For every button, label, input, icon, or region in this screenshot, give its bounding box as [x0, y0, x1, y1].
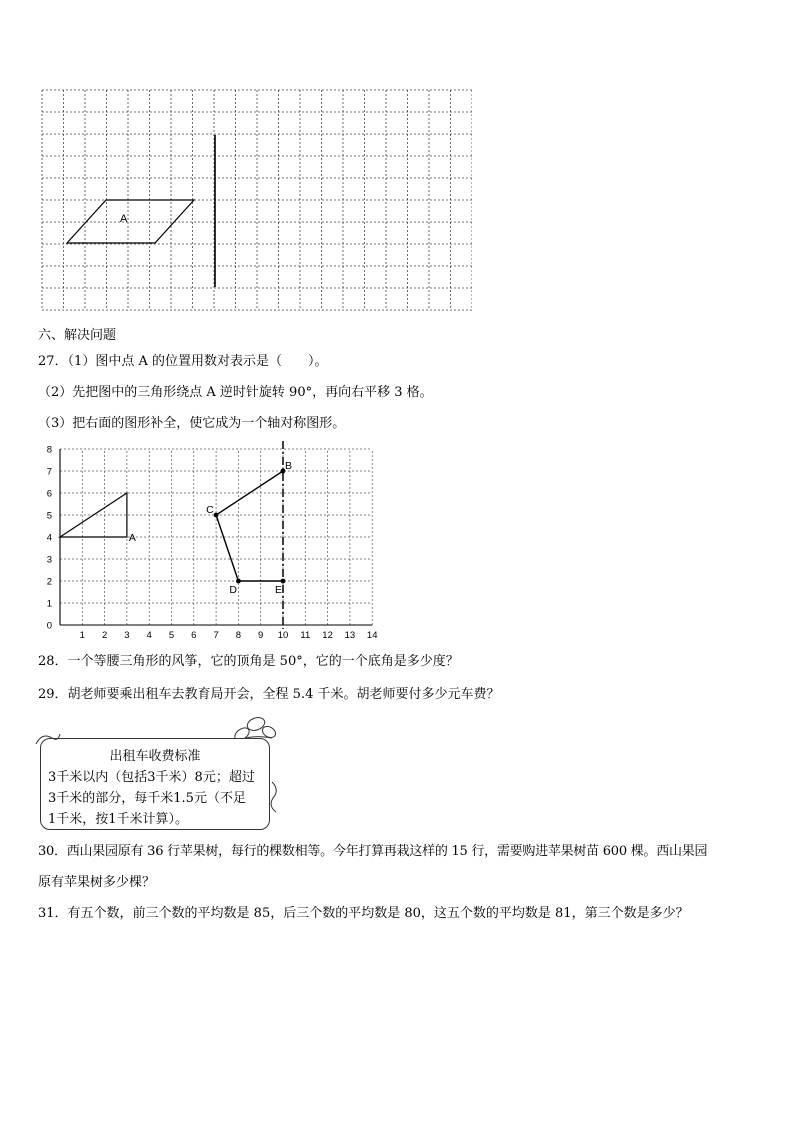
- x-tick-label: 6: [191, 630, 197, 641]
- triangle-point-label: A: [128, 532, 136, 544]
- parallelogram: [67, 200, 194, 243]
- y-tick-label: 6: [46, 488, 52, 500]
- card-ornament-icon: [32, 730, 62, 748]
- point-label: D: [229, 584, 237, 596]
- y-tick-label: 4: [46, 532, 52, 544]
- x-tick-label: 10: [277, 630, 289, 641]
- section-title: 六、解决问题: [38, 328, 117, 343]
- x-tick-label: 5: [168, 630, 175, 641]
- point-label: E: [275, 584, 283, 596]
- x-tick-label: 8: [235, 630, 242, 641]
- y-tick-label: 8: [46, 444, 52, 456]
- question-27-part-3: （3）把右面的图形补全，使它成为一个轴对称图形。: [38, 416, 346, 431]
- y-tick-label: 5: [46, 510, 52, 522]
- top-grid-diagram: [40, 88, 472, 312]
- point-label: B: [285, 460, 293, 472]
- point-marker: [214, 513, 219, 518]
- question-27-part-1: 27．（1）图中点 A 的位置用数对表示是（ ）。: [38, 354, 328, 369]
- question-28: 28．一个等腰三角形的风筝，它的顶角是 50°，它的一个底角是多少度？: [38, 654, 459, 669]
- fare-card-title: 出租车收费标准: [109, 749, 201, 764]
- question-30-line-1: 30．西山果园原有 36 行苹果树，每行的棵数相等。今年打算再栽这样的 15 行，需要购进苹果树苗 600 棵。西山果园: [38, 844, 708, 859]
- fare-card-line-1: 3千米以内（包括3千米）8元；超过: [48, 770, 255, 785]
- x-tick-label: 9: [258, 630, 264, 641]
- x-tick-label: 11: [300, 630, 311, 641]
- point-marker: [281, 579, 286, 584]
- point-a-label: A: [120, 213, 128, 225]
- x-tick-label: 1: [79, 630, 85, 641]
- fare-card-line-3: 1千米，按1千米计算）。: [48, 812, 189, 827]
- x-tick-label: 14: [366, 630, 378, 641]
- coordinate-grid: [36, 440, 396, 645]
- point-marker: [236, 579, 241, 584]
- fare-card-line-2: 3千米的部分，每千米1.5元（不足: [48, 791, 246, 806]
- x-tick-label: 2: [101, 630, 108, 641]
- taxi-fare-card: [40, 738, 270, 830]
- y-tick-label: 7: [46, 466, 52, 478]
- x-tick-label: 7: [213, 630, 219, 641]
- question-29: 29．胡老师要乘出租车去教育局开会，全程 5.4 千米。胡老师要付多少元车费？: [38, 687, 500, 702]
- point-label: C: [206, 504, 214, 516]
- question-27-part-2: （2）先把图中的三角形绕点 A 逆时针旋转 90°，再向右平移 3 格。: [38, 385, 433, 400]
- x-tick-label: 3: [124, 630, 130, 641]
- y-tick-label: 0: [46, 620, 52, 632]
- y-tick-label: 3: [46, 554, 52, 566]
- question-31: 31．有五个数，前三个数的平均数是 85，后三个数的平均数是 80，这五个数的平均数是 81，第三个数是多少？: [38, 906, 689, 921]
- shapes: [60, 441, 292, 629]
- x-tick-label: 4: [146, 630, 152, 641]
- polyline: [216, 471, 283, 581]
- y-tick-label: 2: [46, 576, 52, 588]
- x-tick-label: 13: [344, 630, 356, 641]
- card-vine-icon: [268, 780, 282, 814]
- question-30-line-2: 原有苹果树多少棵？: [38, 875, 156, 890]
- x-tick-label: 12: [322, 630, 333, 641]
- y-tick-label: 1: [46, 598, 52, 610]
